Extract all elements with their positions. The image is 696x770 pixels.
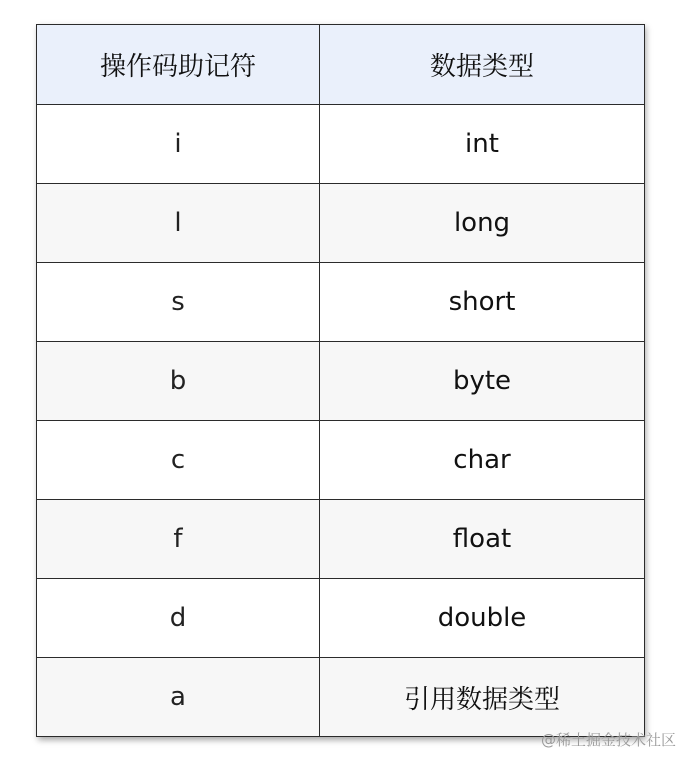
data-type-cell: int [320, 105, 645, 184]
data-type-cell: byte [320, 342, 645, 421]
opcode-table-container [36, 24, 644, 737]
table-row [37, 579, 645, 658]
mnemonic-cell: b [37, 342, 320, 421]
watermark: @稀土掘金技术社区 [540, 731, 676, 749]
mnemonic-cell: s [37, 263, 320, 342]
opcode-type-table [36, 24, 645, 737]
table-row [37, 342, 645, 421]
table-row [37, 500, 645, 579]
table-row [37, 105, 645, 184]
data-type-cell: short [320, 263, 645, 342]
data-type-cell: double [320, 579, 645, 658]
table-row [37, 263, 645, 342]
data-type-cell: char [320, 421, 645, 500]
mnemonic-cell: i [37, 105, 320, 184]
header-data-type: 数据类型 [320, 25, 645, 105]
data-type-cell: 引用数据类型 [320, 658, 645, 737]
table-row [37, 421, 645, 500]
mnemonic-cell: c [37, 421, 320, 500]
mnemonic-cell: l [37, 184, 320, 263]
data-type-cell: long [320, 184, 645, 263]
data-type-cell: float [320, 500, 645, 579]
mnemonic-cell: d [37, 579, 320, 658]
table-row [37, 184, 645, 263]
mnemonic-cell: a [37, 658, 320, 737]
header-mnemonic: 操作码助记符 [37, 25, 320, 105]
table-row [37, 658, 645, 737]
mnemonic-cell: f [37, 500, 320, 579]
table-header-row [37, 25, 645, 105]
